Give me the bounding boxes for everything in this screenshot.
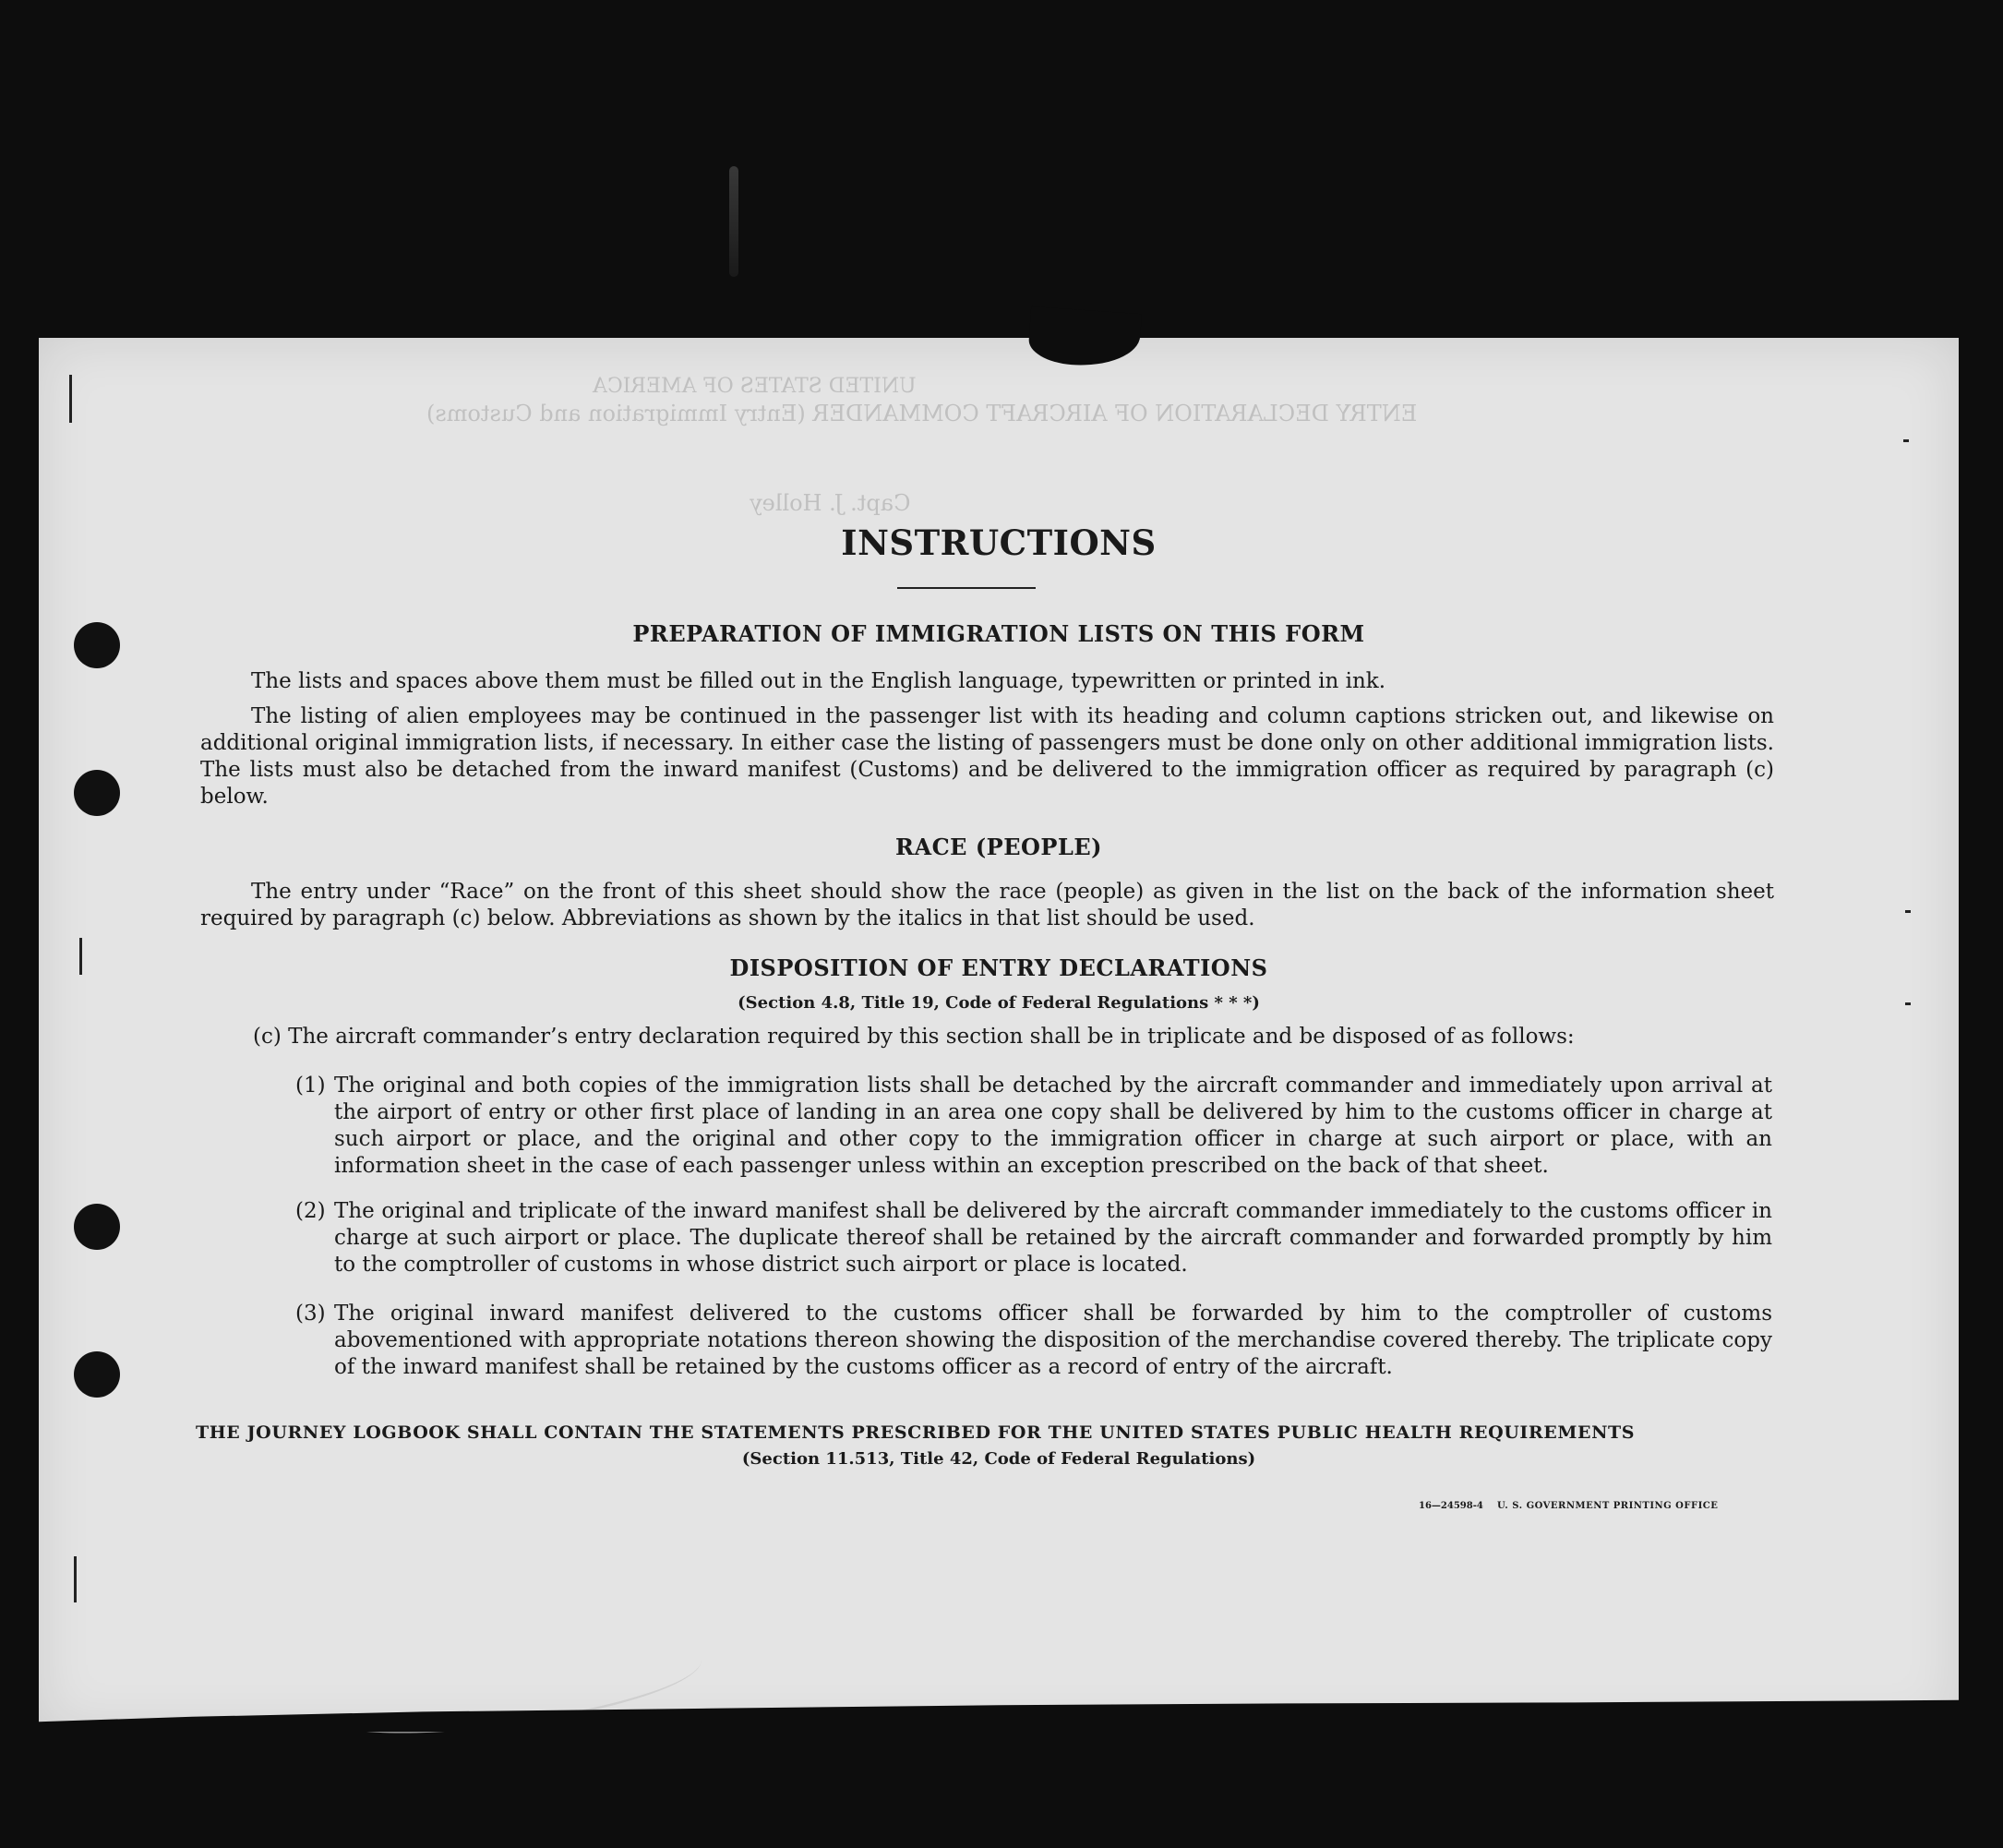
bleed-through-line-3: Capt. J. Holley [750,490,911,516]
preparation-paragraph-1: The lists and spaces above them must be filled out in the English language, typewritten or printed in ink. [251,669,1386,693]
disposition-item-3 [295,1301,1772,1381]
disposition-citation: (Section 4.8, Title 19, Code of Federal Regulations * * *) [738,993,1260,1013]
print-code: 16—24598-4 [1419,1501,1483,1511]
disposition-item-1 [295,1073,1772,1180]
bleed-through-line-2: ENTRY DECLARATION OF AIRCRAFT COMMANDER (Entry Immigration and Customs) [426,401,1418,426]
race-paragraph: The entry under “Race” on the front of this sheet should show the race (people) as given in the list on the back of the information sheet required by paragraph (c) below. Abbreviations as shown by the italics in that list should be used. [200,880,1774,930]
page-title: INSTRUCTIONS [841,522,1157,563]
preparation-paragraph-2: The listing of alien employees may be continued in the passenger list with its heading and column captions stricken out, and likewise on additional original immigration lists, if necessary. In either case the listing of passengers must be done only on other additional immigration lists. The lists must also be detached from the inward manifest (Customs) and be delivered to the immigration officer as required by paragraph (c) below. [200,704,1774,809]
bleed-through-line-1: UNITED STATES OF AMERICA [593,375,917,398]
footer-statement: THE JOURNEY LOGBOOK SHALL CONTAIN THE STATEMENTS PRESCRIBED FOR THE UNITED STATES PUBLIC HEALTH REQUIREMENTS [196,1422,1636,1443]
disposition-item-number: (2) [295,1199,326,1223]
disposition-item-text: The original and both copies of the immigration lists shall be detached by the aircraft commander and immediately upon arrival at the airport of entry or other first place of landing in an area one copy shall be delivered by him to the customs officer in charge at such airport or place, and the original and other copy to the immigration officer in charge at such airport or place, with an information sheet in the case of each passenger unless within an exception prescribed on the back of that sheet. [334,1074,1772,1178]
instructions-content [39,338,1959,1732]
footer-citation: (Section 11.513, Title 42, Code of Federal Regulations) [741,1449,1256,1469]
section-heading-race: RACE (PEOPLE) [895,834,1102,860]
disposition-item-number: (3) [295,1302,326,1326]
disposition-item-number: (1) [295,1074,326,1098]
print-office: U. S. GOVERNMENT PRINTING OFFICE [1497,1501,1719,1511]
disposition-item-text: The original inward manifest delivered to the customs officer shall be forwarded by him to the comptroller of customs abovementioned with appropriate notations thereon showing the disposition of the merchandise covered thereby. The triplicate copy of the inward manifest shall be retained by the customs officer as a record of entry of the aircraft. [334,1302,1772,1379]
disposition-item-text: The original and triplicate of the inward manifest shall be delivered by the aircraft commander immediately to the customs officer in charge at such airport or place. The duplicate thereof shall be retained by the aircraft commander and forwarded promptly by him to the comptroller of customs in whose district such airport or place is located. [334,1199,1772,1277]
disposition-intro-label: (c) [253,1025,282,1049]
disposition-intro [253,1024,1776,1050]
disposition-item-2 [295,1198,1772,1278]
title-underline [897,587,1036,589]
film-crease-mark [729,166,738,277]
disposition-intro-text: The aircraft commander’s entry declaration required by this section shall be in triplicate and be disposed of as follows: [288,1025,1575,1049]
document-sheet [39,338,1959,1732]
section-heading-disposition: DISPOSITION OF ENTRY DECLARATIONS [729,954,1268,981]
section-heading-preparation: PREPARATION OF IMMIGRATION LISTS ON THIS FORM [632,620,1365,647]
